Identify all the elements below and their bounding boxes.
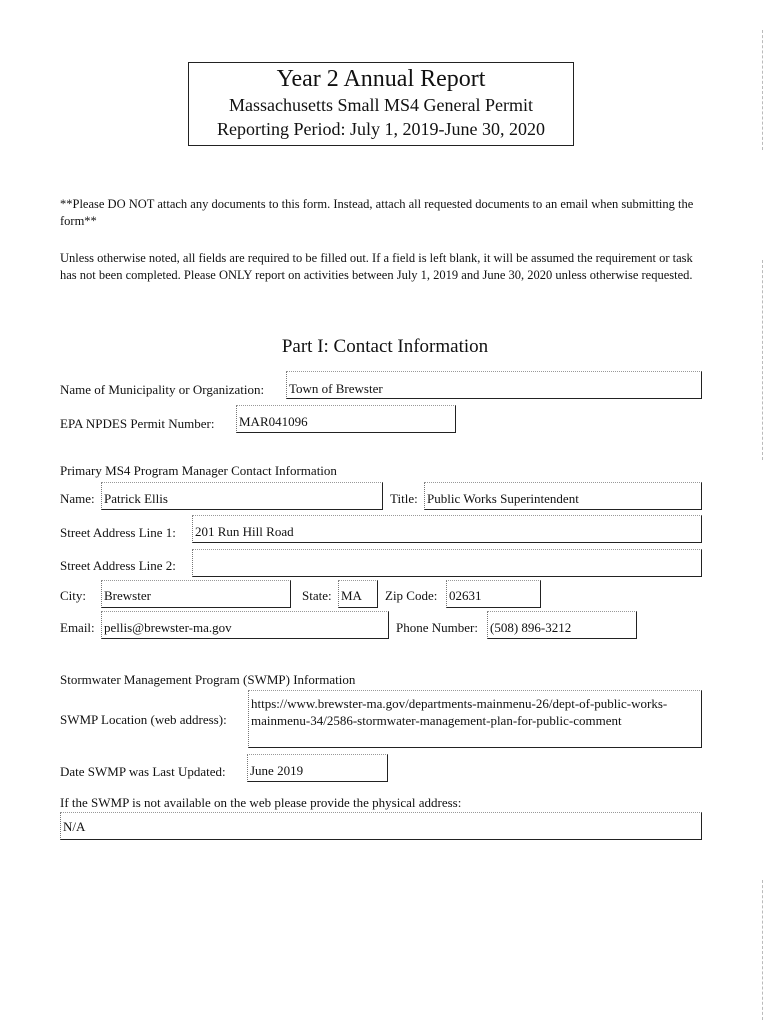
report-title: Year 2 Annual Report — [276, 66, 486, 92]
email-label: Email: — [60, 620, 95, 635]
street2-label: Street Address Line 2: — [60, 558, 176, 573]
physical-address-field[interactable]: N/A — [60, 812, 702, 840]
swmp-location-label: SWMP Location (web address): — [60, 712, 227, 727]
zip-field[interactable]: 02631 — [446, 580, 541, 608]
swmp-location-field[interactable]: https://www.brewster-ma.gov/departments-mainmenu-26/dept-of-public-works-mainmenu-34/2586-stormwater-management-plan-for-public-comment — [248, 690, 702, 748]
permit-number-label: EPA NPDES Permit Number: — [60, 416, 215, 431]
scan-edge-artifact — [762, 260, 764, 460]
permit-number-field[interactable]: MAR041096 — [236, 405, 456, 433]
municipality-field[interactable]: Town of Brewster — [286, 371, 702, 399]
name-field[interactable]: Patrick Ellis — [101, 482, 383, 510]
physical-address-label: If the SWMP is not available on the web please provide the physical address: — [60, 795, 462, 810]
name-label: Name: — [60, 491, 95, 506]
phone-field[interactable]: (508) 896-3212 — [487, 611, 637, 639]
street1-field[interactable]: 201 Run Hill Road — [192, 515, 702, 543]
city-field[interactable]: Brewster — [101, 580, 291, 608]
required-notice: Unless otherwise noted, all fields are required to be filled out. If a field is left blank, it will be assumed the requirement or task has not been completed. Please ONLY report on activities between July 1, 2019 and June 30, 2020 unless otherwise requested. — [60, 251, 693, 282]
title-label: Title: — [390, 491, 418, 506]
report-title-box — [188, 62, 574, 146]
swmp-updated-field[interactable]: June 2019 — [247, 754, 388, 782]
zip-label: Zip Code: — [385, 588, 438, 603]
email-field[interactable]: pellis@brewster-ma.gov — [101, 611, 389, 639]
permit-name: Massachusetts Small MS4 General Permit — [229, 95, 533, 115]
municipality-label: Name of Municipality or Organization: — [60, 382, 265, 397]
scan-edge-artifact — [762, 880, 764, 1020]
attach-notice: **Please DO NOT attach any documents to this form. Instead, attach all requested documents to an email when submitting the form** — [60, 197, 694, 228]
swmp-heading: Stormwater Management Program (SWMP) Information — [60, 672, 356, 687]
state-field[interactable]: MA — [338, 580, 378, 608]
phone-label: Phone Number: — [396, 620, 478, 635]
manager-heading: Primary MS4 Program Manager Contact Information — [60, 463, 337, 478]
city-label: City: — [60, 588, 87, 603]
street1-label: Street Address Line 1: — [60, 525, 176, 540]
swmp-updated-label: Date SWMP was Last Updated: — [60, 764, 226, 779]
reporting-period: Reporting Period: July 1, 2019-June 30, 2020 — [217, 119, 545, 139]
state-label: State: — [302, 588, 332, 603]
street2-field[interactable] — [192, 549, 702, 577]
scan-edge-artifact — [762, 30, 764, 150]
part-title: Part I: Contact Information — [281, 336, 489, 357]
title-field[interactable]: Public Works Superintendent — [424, 482, 702, 510]
